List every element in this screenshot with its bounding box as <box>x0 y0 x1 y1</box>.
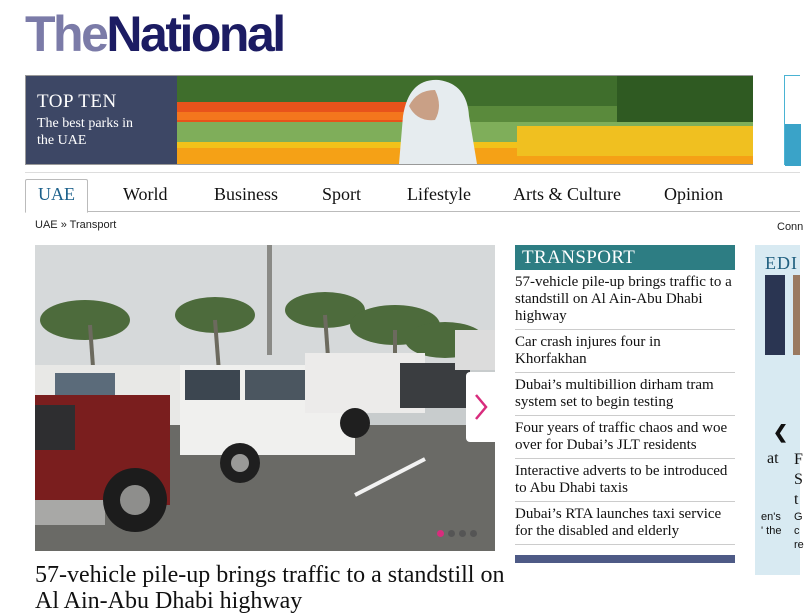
editors-picks-heading: EDI <box>765 253 798 273</box>
nav-tab-business[interactable]: Business <box>214 184 279 204</box>
editors-pick-caption: G c re <box>794 511 804 551</box>
carousel-dot[interactable] <box>470 530 477 537</box>
article-headline[interactable]: 57-vehicle pile-up brings traffic to a standstill on Al Ain-Abu Dhabi highway <box>35 562 505 614</box>
editors-pick-image[interactable] <box>793 275 800 355</box>
banner-title: TOP TEN <box>37 91 117 112</box>
breadcrumb-link-transport[interactable]: Transport <box>69 219 117 231</box>
transport-heading[interactable]: TRANSPORT <box>515 245 735 270</box>
transport-story-link[interactable]: Dubai’s RTA launches taxi service for the disabled and elderly <box>515 502 735 545</box>
banner-subtitle: The best parks in the UAE <box>37 116 134 148</box>
carousel-dot[interactable] <box>437 530 444 537</box>
editors-pick-caption: en's ' the <box>761 511 782 537</box>
site-logo[interactable] <box>25 6 377 66</box>
side-ad-strip[interactable] <box>784 75 800 165</box>
editors-pick-title[interactable]: F S t <box>794 451 803 508</box>
transport-sidebar <box>515 245 735 563</box>
transport-story-link[interactable]: Interactive adverts to be introduced to Abu Dhabi taxis <box>515 459 735 502</box>
breadcrumb-link-uae[interactable]: UAE <box>35 219 58 231</box>
nav-tab-opinion[interactable]: Opinion <box>664 184 724 204</box>
logo-wordmark: TheNational <box>25 6 284 62</box>
editors-pick-image[interactable] <box>765 275 785 355</box>
editors-picks-panel <box>755 245 804 575</box>
chevron-right-icon <box>474 393 488 421</box>
carousel-dots <box>437 530 477 537</box>
carousel-dot[interactable] <box>459 530 466 537</box>
nav-tab-uae[interactable]: UAE <box>25 179 88 213</box>
banner-text-panel <box>26 76 177 164</box>
transport-story-link[interactable]: Four years of traffic chaos and woe over for Dubai’s JLT residents <box>515 416 735 459</box>
hero-carousel-image[interactable] <box>35 245 495 551</box>
nav-tab-lifestyle[interactable]: Lifestyle <box>407 184 471 204</box>
connect-link[interactable]: Conn <box>777 221 804 233</box>
nav-tab-world[interactable]: World <box>123 184 168 204</box>
breadcrumb-separator: » <box>60 219 67 231</box>
carousel-next-button[interactable] <box>466 372 495 442</box>
carousel-dot[interactable] <box>448 530 455 537</box>
pile-up-photo <box>35 245 495 551</box>
chevron-left-icon[interactable]: ❮ <box>773 422 789 442</box>
transport-story-link[interactable]: Dubai’s multibillion dirham tram system set to begin testing <box>515 373 735 416</box>
park-photo <box>177 76 753 164</box>
top-ten-parks-banner[interactable] <box>25 75 753 165</box>
editors-pick-text: at <box>767 450 779 467</box>
transport-story-link[interactable]: 57-vehicle pile-up brings traffic to a standstill on Al Ain-Abu Dhabi highway <box>515 270 735 330</box>
breadcrumb <box>35 219 116 231</box>
main-navigation <box>25 172 800 212</box>
nav-tab-sport[interactable]: Sport <box>322 184 362 204</box>
next-section-heading-bar <box>515 555 735 563</box>
transport-story-link[interactable]: Car crash injures four in Khorfakhan <box>515 330 735 373</box>
nav-tab-arts-culture[interactable]: Arts & Culture <box>513 184 621 204</box>
